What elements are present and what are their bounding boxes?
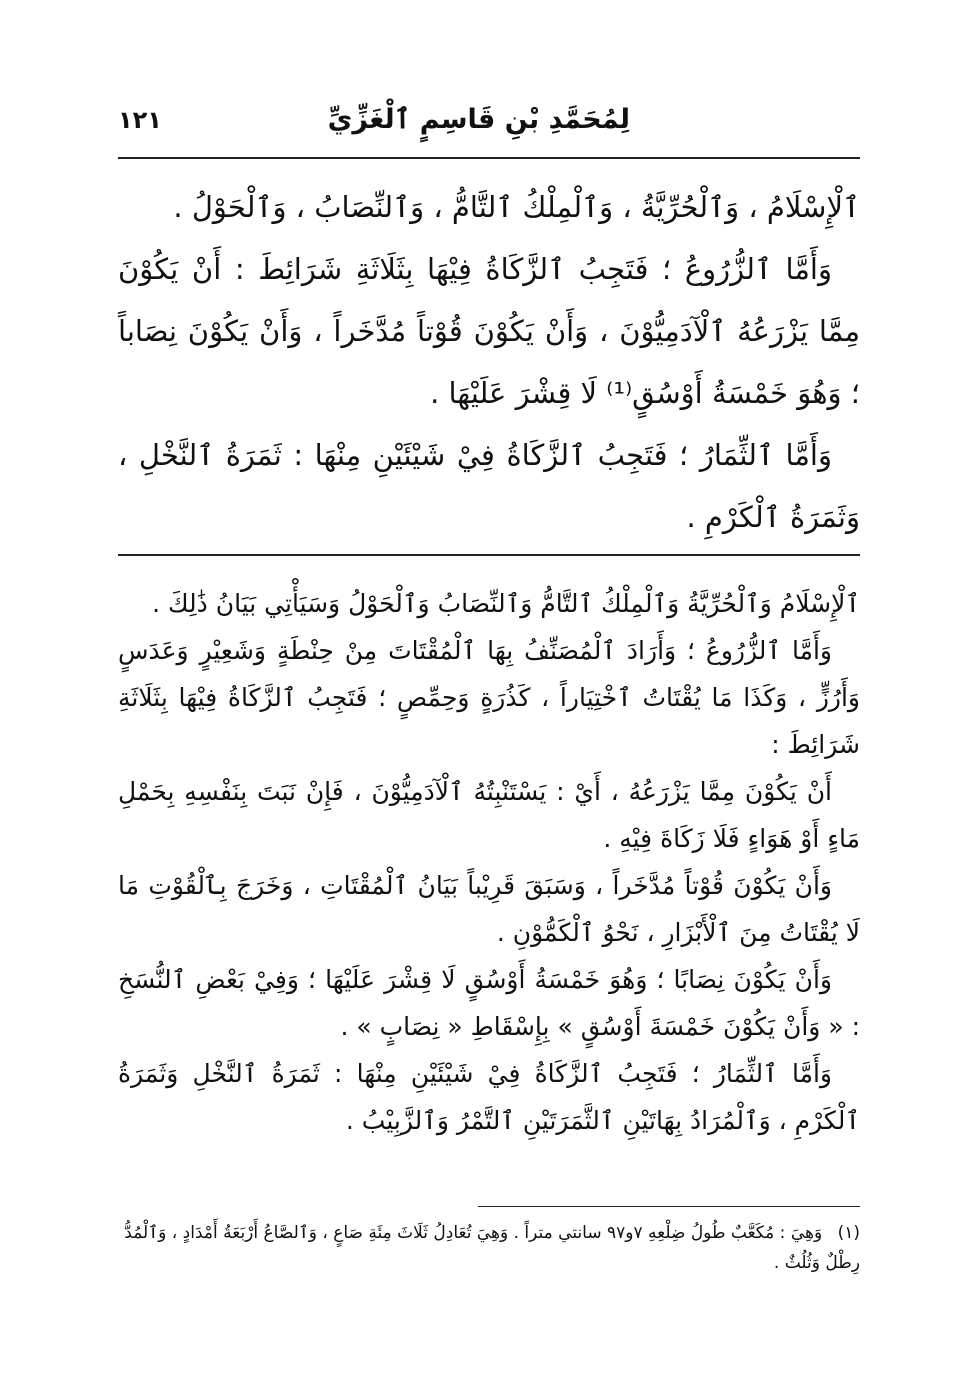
sharh-paragraph: أَنْ يَكُوْنَ مِمَّا يَزْرَعُهُ ، أَيْ : يَسْتَنْبِتُهُ ٱلْآدَمِيُّوْنَ ، فَإِنْ نَبَتَ بِنَفْسِهِ بِحَمْلِ مَاءٍ أَوْ هَوَاءٍ فَلَا زَكَاةَ فِيْهِ .	[118, 777, 860, 853]
matn-line: ٱلْإِسْلَامُ ، وَٱلْحُرِّيَّةُ ، وَٱلْمِلْكُ ٱلتَّامُّ ، وَٱلنِّصَابُ ، وَٱلْحَوْلُ .	[173, 190, 860, 224]
footnote-marker: (١)	[837, 1223, 860, 1243]
footnote	[118, 1218, 860, 1278]
matn-paragraph: وَأَمَّا ٱلزُّرُوعُ ؛ فَتَجِبُ ٱلزَّكَاةُ فِيْهَا بِثَلَاثَةِ شَرَائِطَ : أَنْ يَكُوْنَ مِمَّا يَزْرَعُهُ ٱلْآدَمِيُّوْنَ ، وَأَنْ يَكُوْنَ قُوْتاً مُدَّخَراً ، وَأَنْ يَكُوْنَ نِصَاباً ؛ وَهُوَ خَمْسَةُ أَوْسُقٍ⁽¹⁾ لَا قِشْرَ عَلَيْهَا .	[118, 252, 860, 410]
footnote-text: وَهِيَ : مُكَعَّبٌ طُولُ ضِلْعِهِ ٧و٩٧ سانتي متراً . وَهِيَ تُعَادِلُ ثَلَاثَ مِئَةِ صَاعٍ ، وَٱلصَّاعُ أَرْبَعَةُ أَمْدَادٍ ، وَٱلْمُدُّ رِطْلٌ وَثُلُثٌ .	[124, 1223, 860, 1273]
matn-text	[118, 176, 860, 548]
sharh-paragraph: وَأَنْ يَكُوْنَ قُوْتاً مُدَّخَراً ، وَسَبَقَ قَرِيْباً بَيَانُ ٱلْمُقْتَاتِ ، وَخَرَجَ بِٱلْقُوْتِ مَا لَا يُقْتَاتُ مِنَ ٱلْأَبْزَارِ ، نَحْوُ ٱلْكَمُّوْنِ .	[118, 871, 860, 947]
running-title: لِمُحَمَّدِ بْنِ قَاسِمٍ ٱلْغَزِّيِّ	[327, 104, 630, 135]
sharh-text	[118, 580, 860, 1144]
matn-paragraph: وَأَمَّا ٱلثِّمَارُ ؛ فَتَجِبُ ٱلزَّكَاةُ فِيْ شَيْئَيْنِ مِنْهَا : ثَمَرَةُ ٱلنَّخْلِ ، وَثَمَرَةُ ٱلْكَرْمِ .	[118, 438, 860, 534]
section-divider	[118, 554, 860, 556]
page-header	[118, 100, 860, 144]
header-rule	[118, 157, 860, 159]
footnote-rule	[478, 1206, 860, 1207]
page-number: ١٢١	[118, 106, 162, 134]
sharh-paragraph: وَأَمَّا ٱلزُّرُوعُ ؛ وَأَرَادَ ٱلْمُصَنِّفُ بِهَا ٱلْمُقْتَاتَ مِنْ حِنْطَةٍ وَشَعِيْرٍ وَعَدَسٍ وَأَرُزٍّ ، وَكَذَا مَا يُقْتَاتُ ٱخْتِيَاراً ، كَذُرَةٍ وَحِمِّصٍ ؛ فَتَجِبُ ٱلزَّكَاةُ فِيْهَا بِثَلَاثَةِ شَرَائِطَ :	[118, 636, 860, 759]
sharh-paragraph: وَأَمَّا ٱلثِّمَارُ ؛ فَتَجِبُ ٱلزَّكَاةُ فِيْ شَيْئَيْنِ مِنْهَا : ثَمَرَةُ ٱلنَّخْلِ وَثَمَرَةُ ٱلْكَرْمِ ، وَٱلْمُرَادُ بِهَاتَيْنِ ٱلثَّمَرَتَيْنِ ٱلتَّمْرُ وَٱلزَّبِيْبُ .	[118, 1059, 860, 1135]
sharh-paragraph: وَأَنْ يَكُوْنَ نِصَابًا ؛ وَهُوَ خَمْسَةُ أَوْسُقٍ لَا قِشْرَ عَلَيْهَا ؛ وَفِيْ بَعْضِ ٱلنُّسَخِ : « وَأَنْ يَكُوْنَ خَمْسَةَ أَوْسُقٍ » بِإِسْقَاطِ « نِصَابٍ » .	[118, 965, 860, 1041]
sharh-paragraph: ٱلْإِسْلَامُ وَٱلْحُرِّيَّةُ وَٱلْمِلْكُ ٱلتَّامُّ وَٱلنِّصَابُ وَٱلْحَوْلُ وَسَيَأْتِي بَيَانُ ذَٰلِكَ .	[152, 589, 860, 618]
